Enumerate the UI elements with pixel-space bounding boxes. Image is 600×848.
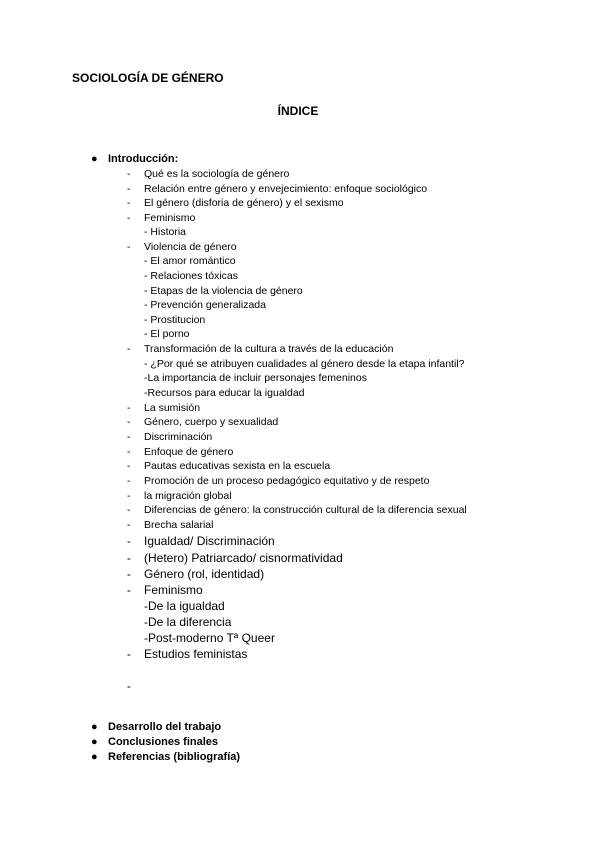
dash-marker: - bbox=[127, 490, 131, 502]
intro-item-text: la migración global bbox=[144, 490, 232, 502]
dash-marker: - bbox=[127, 212, 131, 224]
intro-item-text: Enfoque de género bbox=[144, 446, 234, 458]
intro-item-text: - Prostitucion bbox=[144, 314, 206, 326]
dash-marker: - bbox=[127, 583, 131, 597]
dash-marker: - bbox=[127, 431, 131, 443]
intro-item-text: Pautas educativas sexista en la escuela bbox=[144, 460, 331, 472]
bullet-icon: ● bbox=[91, 736, 98, 748]
dash-marker: - bbox=[127, 504, 131, 516]
dash-marker: - bbox=[127, 241, 131, 253]
intro-item-text: -Post-moderno Tª Queer bbox=[144, 631, 275, 645]
dash-marker: - bbox=[127, 679, 131, 693]
dash-marker: - bbox=[127, 416, 131, 428]
section-conclusiones: Conclusiones finales bbox=[108, 736, 219, 748]
dash-marker: - bbox=[127, 567, 131, 581]
intro-item-text: -Recursos para educar la igualdad bbox=[144, 387, 305, 399]
intro-item-text: Qué es la sociología de género bbox=[144, 168, 290, 180]
dash-marker: - bbox=[127, 475, 131, 487]
dash-marker: - bbox=[127, 183, 131, 195]
dash-marker: - bbox=[127, 446, 131, 458]
intro-item-text: -La importancia de incluir personajes femeninos bbox=[144, 372, 367, 384]
dash-marker: - bbox=[127, 551, 131, 565]
intro-item-text: Brecha salarial bbox=[144, 519, 214, 531]
intro-item-text: -De la diferencia bbox=[144, 615, 232, 629]
intro-item-text: Relación entre género y envejecimiento: enfoque sociológico bbox=[144, 183, 428, 195]
dash-marker: - bbox=[127, 534, 131, 548]
bullet-icon: ● bbox=[91, 751, 98, 763]
section-referencias: Referencias (bibliografía) bbox=[108, 751, 241, 763]
dash-marker: - bbox=[127, 402, 131, 414]
intro-item-text: - El amor romántico bbox=[144, 255, 236, 267]
intro-item-text: Transformación de la cultura a través de la educación bbox=[144, 343, 394, 355]
dash-marker: - bbox=[127, 168, 131, 180]
intro-item-text: El género (disforia de género) y el sexismo bbox=[144, 197, 344, 209]
intro-item-text: Violencia de género bbox=[144, 241, 237, 253]
intro-item-text: - Etapas de la violencia de género bbox=[144, 285, 303, 297]
intro-item-text: (Hetero) Patriarcado/ cisnormatividad bbox=[144, 551, 343, 565]
section-desarrollo: Desarrollo del trabajo bbox=[108, 721, 222, 733]
intro-item-text: Género (rol, identidad) bbox=[144, 567, 265, 581]
intro-item-text: - ¿Por qué se atribuyen cualidades al género desde la etapa infantil? bbox=[144, 358, 465, 370]
intro-item-text: Igualdad/ Discriminación bbox=[144, 534, 275, 548]
intro-item-text: - Historia bbox=[144, 226, 187, 238]
section-introduccion: Introducción: bbox=[108, 153, 179, 165]
intro-item-text: Estudios feministas bbox=[144, 647, 248, 661]
intro-item-text: Discriminación bbox=[144, 431, 213, 443]
intro-item-text: Feminismo bbox=[144, 212, 196, 224]
dash-marker: - bbox=[127, 519, 131, 531]
intro-item-text: - El porno bbox=[144, 328, 190, 340]
dash-marker: - bbox=[127, 343, 131, 355]
intro-item-text: Promoción de un proceso pedagógico equitativo y de respeto bbox=[144, 475, 430, 487]
intro-item-text: - Relaciones tóxicas bbox=[144, 270, 238, 282]
dash-marker: - bbox=[127, 460, 131, 472]
document-title: SOCIOLOGÍA DE GÉNERO bbox=[72, 71, 224, 85]
intro-item-text: Género, cuerpo y sexualidad bbox=[144, 416, 279, 428]
intro-item-text: - Prevención generalizada bbox=[144, 299, 266, 311]
intro-item-text: La sumisión bbox=[144, 402, 201, 414]
dash-marker: - bbox=[127, 197, 131, 209]
intro-item-text: Diferencias de género: la construcción cultural de la diferencia sexual bbox=[144, 504, 467, 516]
index-heading: ÍNDICE bbox=[277, 104, 319, 118]
bullet-icon: ● bbox=[91, 721, 98, 733]
bullet-icon: ● bbox=[91, 153, 98, 165]
intro-item-text: Feminismo bbox=[144, 583, 203, 597]
intro-item-text: -De la igualdad bbox=[144, 599, 225, 613]
dash-marker: - bbox=[127, 647, 131, 661]
